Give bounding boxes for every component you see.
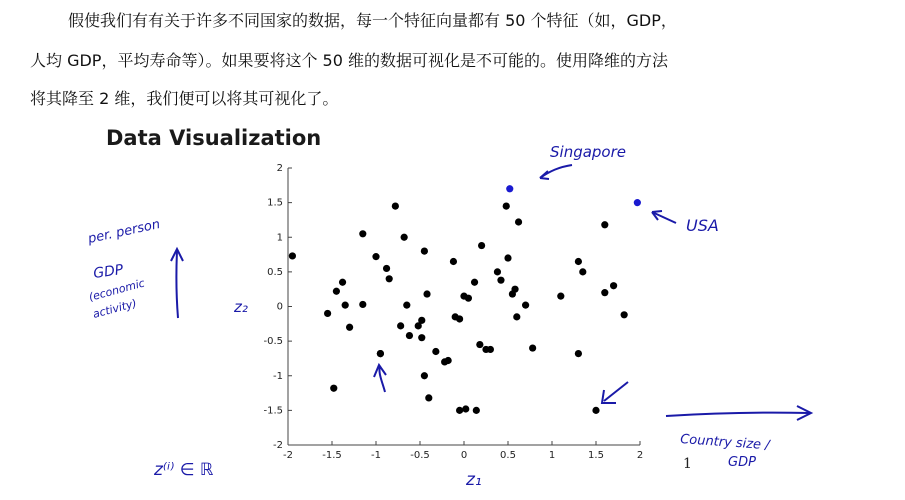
data-point xyxy=(557,293,564,300)
data-point xyxy=(386,275,393,282)
data-point xyxy=(529,344,536,351)
slide-title: Data Visualization xyxy=(106,126,322,147)
x-tick-label: 1 xyxy=(548,450,556,461)
usa-annotation xyxy=(652,211,719,235)
data-point xyxy=(476,341,483,348)
data-point xyxy=(456,315,463,322)
y-tick-label: 0 xyxy=(276,301,283,313)
singapore-label: Singapore xyxy=(550,143,627,161)
x-tick-label: 0.5 xyxy=(500,450,516,461)
y-tick-label: 1.5 xyxy=(267,197,283,209)
data-point xyxy=(445,357,452,364)
data-point xyxy=(575,258,582,265)
data-point xyxy=(621,311,628,318)
x-tick-label: -1.5 xyxy=(322,450,342,461)
data-point xyxy=(418,317,425,324)
data-point xyxy=(359,230,366,237)
singapore-point xyxy=(506,185,513,192)
data-point xyxy=(478,242,485,249)
plot-ticks xyxy=(263,163,643,461)
x-tick-label: -1 xyxy=(371,450,381,461)
country-size-line2: GDP xyxy=(728,455,756,470)
xlabel-annotation xyxy=(153,406,811,490)
data-point xyxy=(372,253,379,260)
usa-point xyxy=(634,199,641,206)
paragraph-line-2: 人均 GDP，平均寿命等）。如果要将这个 50 维的数据可视化是不可能的。使用降维的方法 xyxy=(30,51,668,70)
y-tick-label: -0.5 xyxy=(263,336,283,348)
data-point xyxy=(346,324,353,331)
data-point xyxy=(592,407,599,414)
data-point xyxy=(503,202,510,209)
data-point xyxy=(522,302,529,309)
singapore-arrow xyxy=(540,165,572,178)
ylabel-arrow xyxy=(176,251,178,318)
data-point xyxy=(342,302,349,309)
z1-label: z₁ xyxy=(466,470,482,490)
y-tick-label: -2 xyxy=(273,440,283,451)
paragraph-line-1: 假使我们有有关于许多不同国家的数据，每一个特征向量都有 50 个特征（如，GDP， xyxy=(68,11,677,30)
data-point xyxy=(333,288,340,295)
data-point xyxy=(601,221,608,228)
per-person-line2: GDP xyxy=(92,261,125,282)
usa-label: USA xyxy=(686,216,719,235)
data-point xyxy=(421,372,428,379)
scatter-plot xyxy=(64,123,844,500)
point-arrows xyxy=(374,365,628,403)
zi-real-label: z⁽ⁱ⁾ ∈ ℝ xyxy=(154,460,214,480)
data-point xyxy=(579,268,586,275)
plot-points xyxy=(289,185,641,414)
data-point xyxy=(406,332,413,339)
data-point xyxy=(324,310,331,317)
data-point xyxy=(487,346,494,353)
paragraph-line-3: 将其降至 2 维，我们便可以将其可视化了。 xyxy=(30,89,339,108)
data-point xyxy=(575,350,582,357)
data-point xyxy=(504,254,511,261)
data-point xyxy=(465,295,472,302)
ylabel-annotation xyxy=(86,217,248,321)
y-tick-label: -1.5 xyxy=(263,405,283,417)
y-tick-label: 2 xyxy=(276,163,283,174)
plot-axes xyxy=(288,168,640,445)
data-point xyxy=(425,394,432,401)
y-tick-label: 0.5 xyxy=(267,266,283,278)
data-point xyxy=(392,202,399,209)
per-person-line4: activity) xyxy=(91,296,139,321)
data-point xyxy=(511,286,518,293)
data-point xyxy=(497,277,504,284)
data-point xyxy=(494,268,501,275)
singapore-arrow-head xyxy=(540,171,549,179)
data-point xyxy=(471,279,478,286)
data-point xyxy=(330,385,337,392)
data-point xyxy=(423,290,430,297)
data-point xyxy=(610,282,617,289)
data-point xyxy=(397,322,404,329)
z2-label: z₂ xyxy=(234,298,248,316)
data-point xyxy=(473,407,480,414)
data-point xyxy=(421,248,428,255)
x-tick-label: -0.5 xyxy=(410,450,430,461)
slide-figure xyxy=(64,123,844,500)
x-tick-label: -2 xyxy=(283,450,293,461)
y-tick-label: 1 xyxy=(276,232,283,244)
point-arrow-right xyxy=(604,382,628,401)
data-point xyxy=(601,289,608,296)
x-tick-label: 1.5 xyxy=(588,450,604,461)
singapore-annotation xyxy=(540,143,626,179)
per-person-line1: per. person xyxy=(86,217,162,247)
data-point xyxy=(513,313,520,320)
data-point xyxy=(339,279,346,286)
data-point xyxy=(377,350,384,357)
data-point xyxy=(450,258,457,265)
data-point xyxy=(403,302,410,309)
data-point xyxy=(462,405,469,412)
x-tick-label: 0 xyxy=(460,450,468,461)
data-point xyxy=(515,218,522,225)
y-tick-label: -1 xyxy=(273,370,283,382)
data-point xyxy=(401,234,408,241)
country-size-line1: Country size / xyxy=(679,432,771,454)
data-point xyxy=(432,348,439,355)
xlabel-arrow xyxy=(666,413,809,416)
data-point xyxy=(418,334,425,341)
data-point xyxy=(456,407,463,414)
page-number: 1 xyxy=(683,456,692,472)
per-person-line3: (economic xyxy=(87,276,147,304)
data-point xyxy=(359,301,366,308)
x-tick-label: 2 xyxy=(636,450,644,461)
data-point xyxy=(383,265,390,272)
data-point xyxy=(289,252,296,259)
